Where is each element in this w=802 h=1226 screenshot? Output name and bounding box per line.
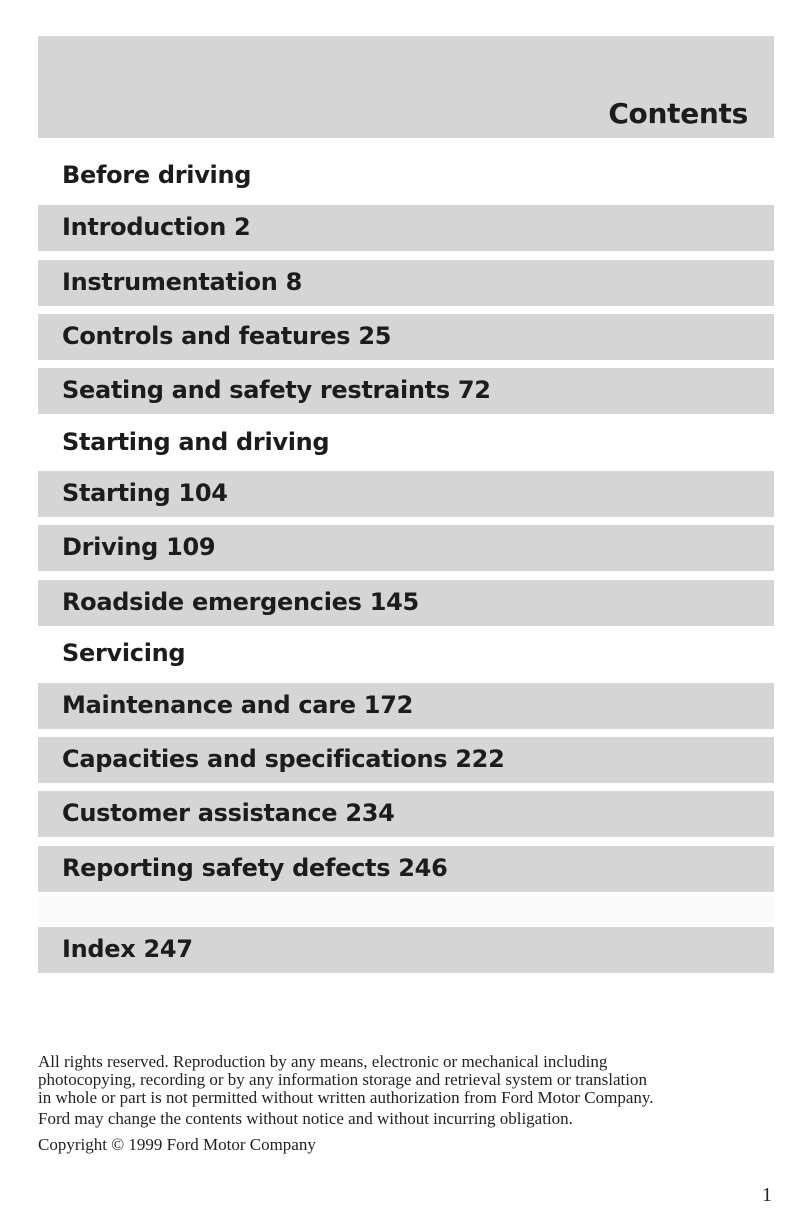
- toc-entry-instrumentation[interactable]: [38, 260, 774, 306]
- toc-entry-driving[interactable]: [38, 525, 774, 571]
- rights-line: in whole or part is not permitted without written authorization from Ford Motor Company.: [38, 1088, 654, 1107]
- toc-entry-capacities-and-specifications[interactable]: [38, 737, 774, 783]
- toc-entry-maintenance-and-care[interactable]: [38, 683, 774, 729]
- toc-entry-label: Roadside emergencies 145: [62, 588, 419, 616]
- toc-entry-starting[interactable]: [38, 471, 774, 517]
- toc-entry-label: Index 247: [62, 935, 193, 963]
- page-number: 1: [762, 1184, 772, 1206]
- toc-entry-label: Driving 109: [62, 533, 216, 561]
- toc-entry-label: Reporting safety defects 246: [62, 854, 448, 882]
- toc-entry-label: Controls and features 25: [62, 322, 392, 350]
- change-notice: Ford may change the contents without notice and without incurring obligation.: [38, 1109, 573, 1128]
- toc-entry-label: Customer assistance 234: [62, 799, 395, 827]
- toc-entry-reporting-safety-defects[interactable]: [38, 846, 774, 892]
- toc-entry-label: Capacities and specifications 222: [62, 745, 505, 773]
- section-heading-servicing: Servicing: [62, 639, 186, 667]
- toc-entry-roadside-emergencies[interactable]: [38, 580, 774, 626]
- page-title: Contents: [608, 97, 748, 130]
- toc-entry-label: Instrumentation 8: [62, 268, 302, 296]
- rights-line: photocopying, recording or by any information storage and retrieval system or translation: [38, 1070, 648, 1089]
- section-heading-before-driving: Before driving: [62, 161, 252, 189]
- toc-entry-customer-assistance[interactable]: [38, 791, 774, 837]
- contents-header: [38, 36, 774, 138]
- copyright-line: Copyright © 1999 Ford Motor Company: [38, 1135, 316, 1154]
- toc-entry-label: Starting 104: [62, 479, 228, 507]
- divider: [38, 896, 774, 922]
- toc-entry-index[interactable]: [38, 927, 774, 973]
- toc-entry-label: Maintenance and care 172: [62, 691, 413, 719]
- rights-line: All rights reserved. Reproduction by any means, electronic or mechanical including: [38, 1052, 608, 1071]
- toc-entry-label: Introduction 2: [62, 213, 251, 241]
- toc-entry-controls-and-features[interactable]: [38, 314, 774, 360]
- toc-entry-seating-and-safety-restraints[interactable]: [38, 368, 774, 414]
- legal-notice: [38, 1053, 778, 1154]
- toc-entry-introduction[interactable]: [38, 205, 774, 251]
- toc-entry-label: Seating and safety restraints 72: [62, 376, 491, 404]
- section-heading-starting-and-driving: Starting and driving: [62, 428, 330, 456]
